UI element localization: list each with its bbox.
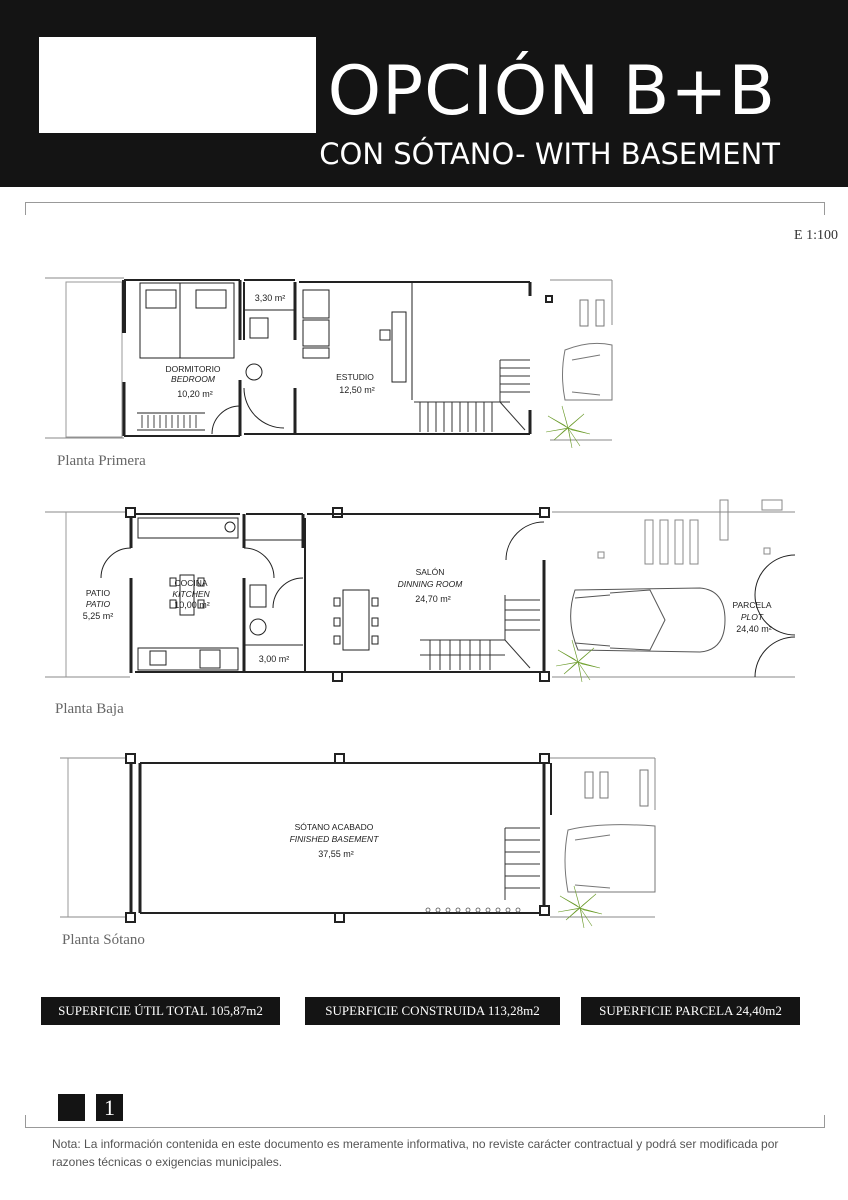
plan-first-floor [45,278,612,440]
bath-area: 3,30 m² [254,293,286,303]
living-area: 24,70 m² [415,594,451,604]
study-area: 12,50 m² [339,385,375,395]
basement-name-en: FINISHED BASEMENT [289,834,379,844]
plan-ground-floor [45,500,795,681]
kitchen-name: COCINA [174,578,208,588]
kitchen-name-en: KITCHEN [172,589,210,599]
wc-area: 3,00 m² [258,654,290,664]
floor-name-basement: Planta Sótano [62,932,145,948]
page-subtitle: CON SÓTANO- WITH BASEMENT [319,137,780,171]
floor-name-ground: Planta Baja [55,701,124,717]
bedroom-name-en: BEDROOM [171,374,215,384]
badge-built-area: SUPERFICIE CONSTRUIDA 113,28m2 [305,997,560,1025]
plot-name-en: PLOT [740,612,764,622]
patio-name-en: PATIO [85,599,111,609]
badge-useful-area: SUPERFICIE ÚTIL TOTAL 105,87m2 [41,997,280,1025]
basement-name: SÓTANO ACABADO [294,822,374,832]
basement-area: 37,55 m² [318,849,354,859]
badge-plot-area: SUPERFICIE PARCELA 24,40m2 [581,997,800,1025]
kitchen-area: 10,00 m² [174,600,210,610]
study-name: ESTUDIO [336,372,374,382]
floor-name-first: Planta Primera [57,453,146,469]
frame-bottom [25,1115,825,1128]
page-title: OPCIÓN B+B [327,52,776,131]
patio-name: PATIO [85,588,111,598]
page-number: 1 [96,1094,123,1121]
plot-area: 24,40 m² [736,624,772,634]
scale-label: E 1:100 [794,228,838,243]
disclaimer-note: Nota: La información contenida en este documento es meramente informativa, no reviste carácter contractual y podrá ser modificada por razones técnicas o exigencias municipales. [52,1137,779,1169]
plant-icons [546,406,602,928]
patio-area: 5,25 m² [82,611,114,621]
living-name: SALÓN [415,567,445,577]
bedroom-name: DORMITORIO [165,364,221,374]
living-name-en: DINNING ROOM [397,579,463,589]
plot-name: PARCELA [732,600,772,610]
bedroom-area: 10,20 m² [177,389,213,399]
